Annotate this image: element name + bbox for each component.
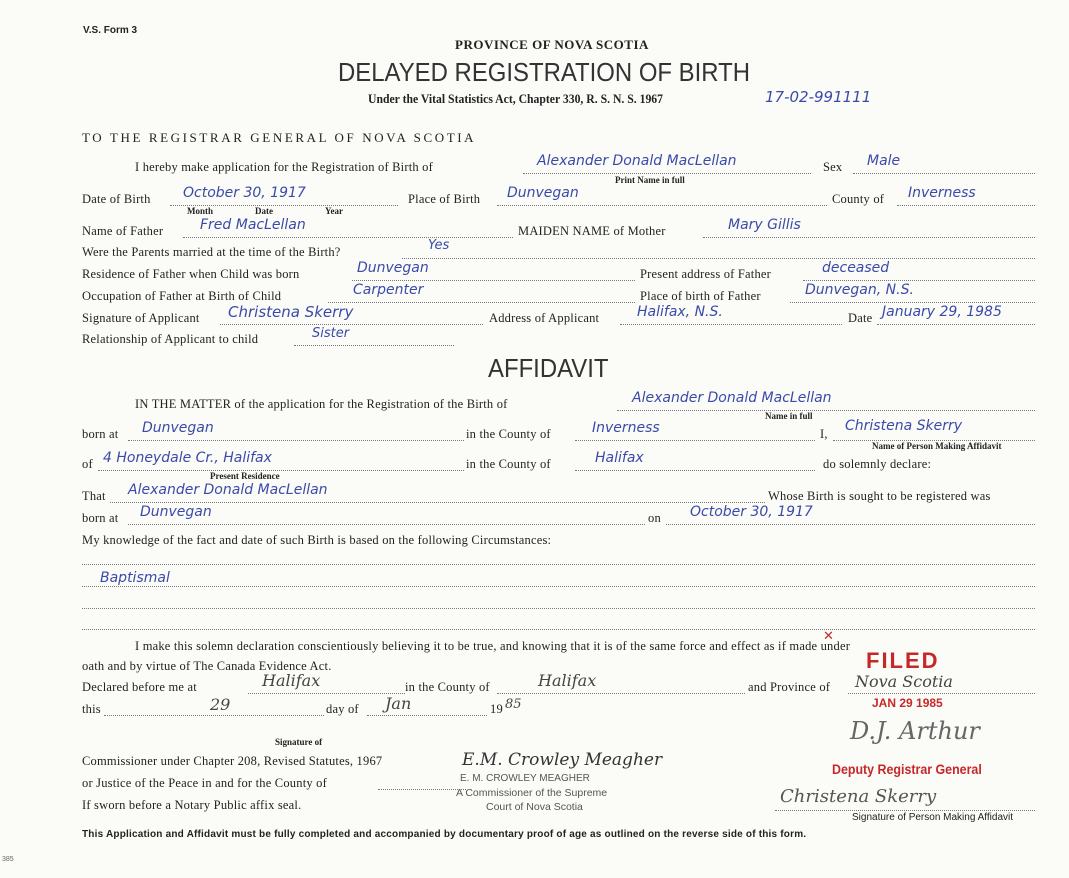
born-at-field-2: Dunvegan [140,504,212,520]
filed-stamp: FILED [866,648,940,673]
father-birthplace-label: Place of birth of Father [640,289,761,303]
date-label: Date [848,311,873,325]
that-label: That [82,489,106,503]
date-caption: Date [255,206,273,216]
declare-text: do solemnly declare: [823,457,932,471]
married-field: Yes [428,238,450,253]
declared-county-field: Halifax [538,671,597,690]
affiant-signature-caption: Signature of Person Making Affidavit [852,812,1014,823]
province-heading: PROVINCE OF NOVA SCOTIA [455,37,649,52]
province-label: and Province of [748,680,831,694]
father-label: Name of Father [82,224,164,238]
month-field: Jan [385,694,412,713]
residence-caption: Present Residence [210,471,280,481]
pob-label: Place of Birth [408,192,481,206]
this-label: this [82,702,101,716]
mother-label: MAIDEN NAME of Mother [518,224,666,238]
stamp-court: Court of Nova Scotia [486,801,583,813]
province-field: Nova Scotia [855,672,953,691]
date-field: January 29, 1985 [882,304,1002,320]
affiant-signature: Christena Skerry [780,786,937,807]
in-county-label-3: in the County of [405,680,490,694]
footer-note: This Application and Affidavit must be fully completed and accompanied by documentary proof of age as outlined on the reverse side of this form. [82,829,807,840]
commissioner-line-3: If sworn before a Notary Public affix seal. [82,798,302,812]
addr-applicant-field: Halifax, N.S. [637,304,723,320]
declaration-line-1: I make this solemn declaration conscientiously believing it to be true, and knowing that it is of the same force and effect as if made under [135,639,851,653]
present-addr-label: Present address of Father [640,267,772,281]
born-at-label: born at [82,427,119,441]
on-date-field: October 30, 1917 [690,504,813,520]
matter-name-field: Alexander Donald MacLellan [632,390,832,406]
print-name-caption: Print Name in full [615,175,685,185]
father-field: Fred MacLellan [200,217,306,233]
form-title: DELAYED REGISTRATION OF BIRTH [338,57,751,87]
declared-label: Declared before me at [82,680,197,694]
mother-field: Mary Gillis [728,217,801,233]
married-label: Were the Parents married at the time of the Birth? [82,245,341,259]
month-caption: Month [187,206,214,216]
sex-field: Male [867,153,901,169]
father-birthplace-field: Dunvegan, N.S. [805,282,914,298]
in-county-label-1: in the County of [466,427,551,441]
occupation-field: Carpenter [353,282,424,298]
year-caption: Year [325,206,343,216]
year-field: 85 [505,697,522,712]
affiant-name-field: Christena Skerry [845,418,962,434]
pob-field: Dunvegan [507,185,579,201]
applicant-signature: Christena Skerry [228,303,354,321]
registration-number: 17-02-991111 [765,88,872,106]
corner-number: 385 [2,856,14,863]
res-father-field: Dunvegan [357,260,429,276]
relationship-field: Sister [312,326,350,341]
on-label: on [648,511,661,525]
day-field: 29 [210,695,231,714]
addr-applicant-label: Address of Applicant [489,311,600,325]
addressee: TO THE REGISTRAR GENERAL OF NOVA SCOTIA [82,130,477,145]
commissioner-line-2: or Justice of the Peace in and for the County of [82,776,327,790]
intro-text: I hereby make application for the Registration of Birth of [135,160,433,174]
knowledge-text: My knowledge of the fact and date of such Birth is based on the following Circumstances: [82,533,552,547]
i-label: I, [820,427,828,441]
relationship-label: Relationship of Applicant to child [82,332,259,346]
occupation-label: Occupation of Father at Birth of Child [82,289,282,303]
dob-field: October 30, 1917 [183,185,306,201]
county-field-2: Halifax [595,450,644,466]
res-father-label: Residence of Father when Child was born [82,267,300,281]
matter-text: IN THE MATTER of the application for the Registration of the Birth of [135,397,508,411]
born-at-label-2: born at [82,511,119,525]
registrar-signature: D.J. Arthur [850,717,980,745]
form-subtitle: Under the Vital Statistics Act, Chapter 330, R. S. N. S. 1967 [368,91,664,106]
stamp-mark-icon: ✕ [823,628,834,643]
declared-at-field: Halifax [262,671,321,690]
whose-birth-text: Whose Birth is sought to be registered was [768,489,991,503]
child-name-field: Alexander Donald MacLellan [537,153,737,169]
declaration-line-2: oath and by virtue of The Canada Evidence Act. [82,659,332,673]
commissioner-signature: E.M. Crowley Meagher [462,750,663,770]
day-of-label: day of [326,702,359,716]
present-addr-field: deceased [822,260,890,276]
signature-of-caption: Signature of [275,737,323,747]
dob-label: Date of Birth [82,192,151,206]
year-prefix: 19 [490,702,503,716]
county-field-1: Inverness [592,420,660,436]
filed-date: JAN 29 1985 [872,696,943,710]
affidavit-heading: AFFIDAVIT [488,353,609,383]
stamp-title: A Commissioner of the Supreme [456,787,608,799]
name-full-caption: Name in full [765,411,813,421]
circumstance-field: Baptismal [100,570,170,586]
of-label: of [82,457,93,471]
that-name-field: Alexander Donald MacLellan [128,482,328,498]
sex-label: Sex [823,160,843,174]
county-field: Inverness [908,185,976,201]
residence-field: 4 Honeydale Cr., Halifax [103,450,272,466]
in-county-label-2: in the County of [466,457,551,471]
registrar-title: Deputy Registrar General [832,762,982,777]
commissioner-line-1: Commissioner under Chapter 208, Revised Statutes, 1967 [82,754,383,768]
affiant-caption: Name of Person Making Affidavit [872,441,1002,451]
stamp-name: E. M. CROWLEY MEAGHER [460,773,590,784]
born-at-field: Dunvegan [142,420,214,436]
county-label: County of [832,192,885,206]
form-number: V.S. Form 3 [83,25,138,36]
sig-applicant-label: Signature of Applicant [82,311,200,325]
